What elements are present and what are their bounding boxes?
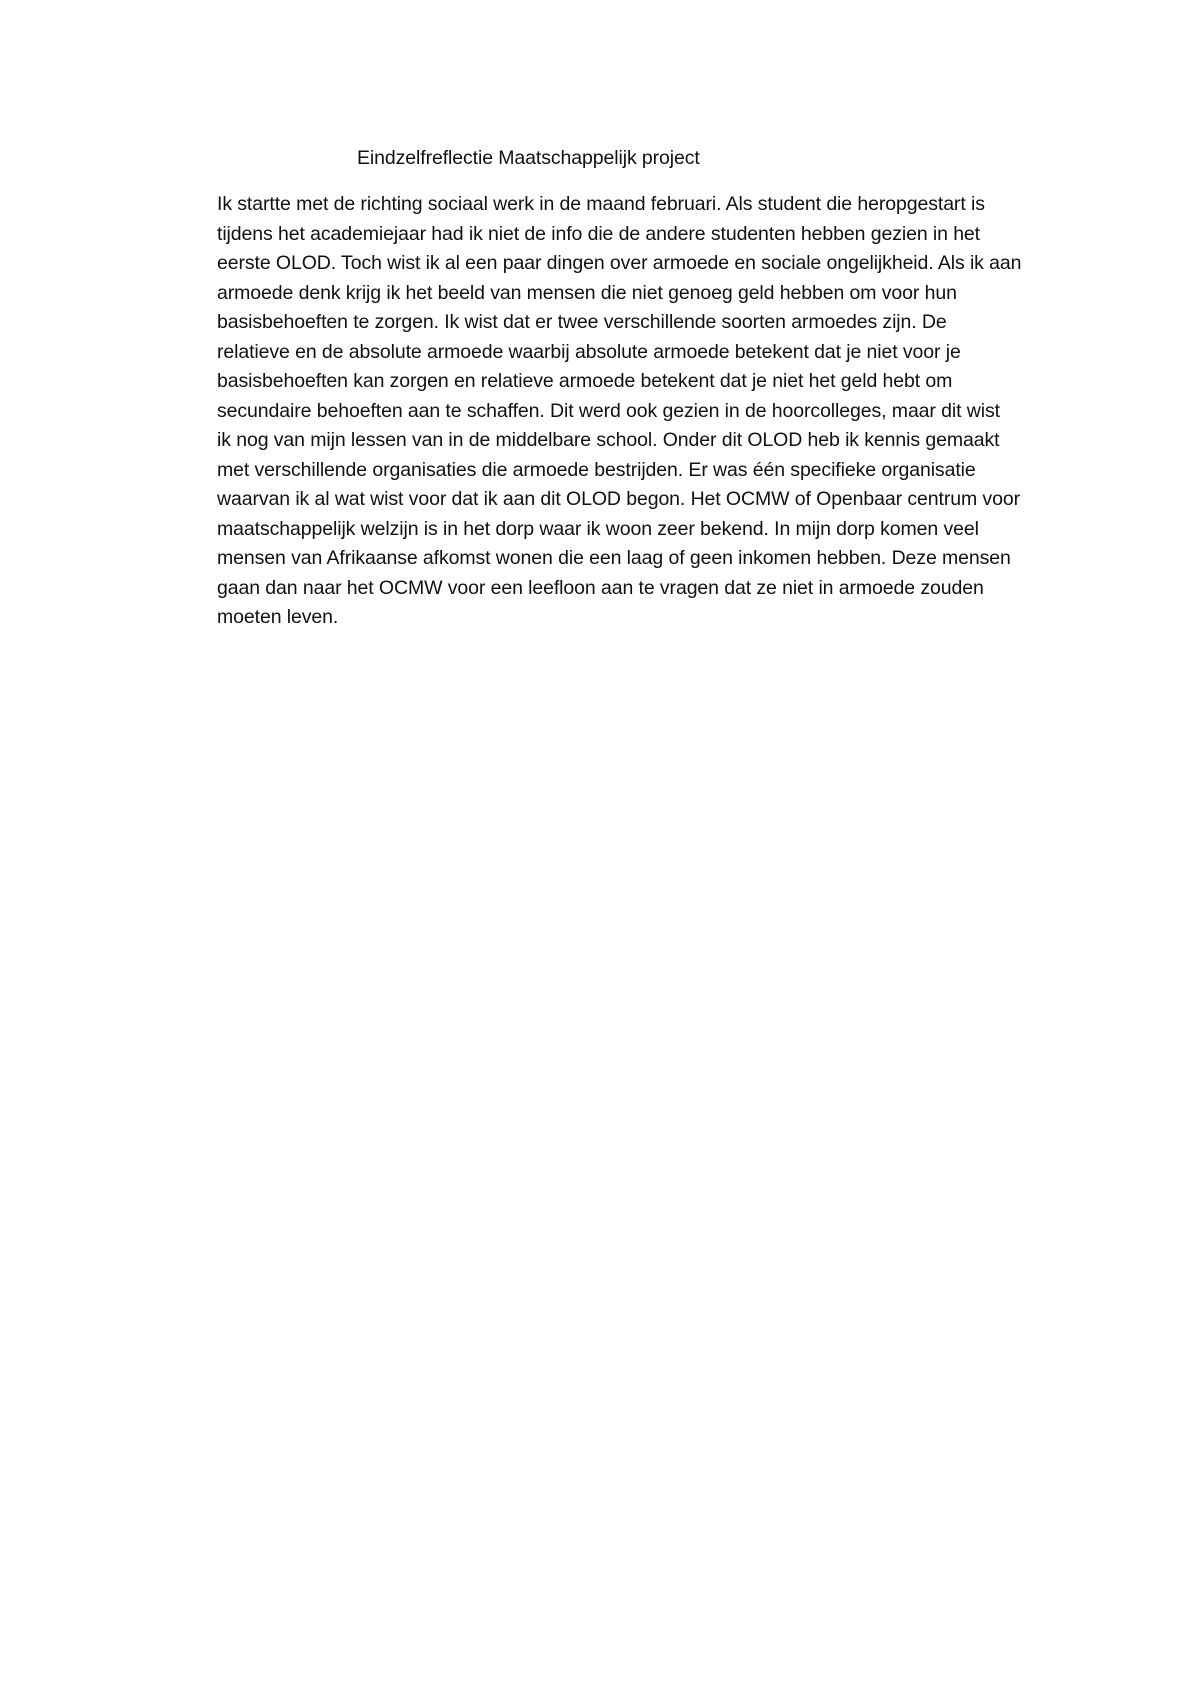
body-line: armoede denk krijg ik het beeld van mensen die niet genoeg geld hebben om voor hun — [217, 281, 957, 304]
body-line: eerste OLOD. Toch wist ik al een paar dingen over armoede en sociale ongelijkheid. Als ik aan — [217, 252, 1022, 274]
document-title: Eindzelfreflectie Maatschappelijk project — [357, 147, 700, 169]
body-line: maatschappelijk welzijn is in het dorp waar ik woon zeer bekend. In mijn dorp komen veel — [217, 517, 979, 540]
body-line: secundaire behoeften aan te schaffen. Dit werd ook gezien in de hoorcolleges, maar dit wist — [217, 399, 1000, 422]
body-line: tijdens het academiejaar had ik niet de info die de andere studenten hebben gezien in het — [217, 222, 980, 245]
body-line: moeten leven. — [217, 606, 339, 628]
body-line: mensen van Afrikaanse afkomst wonen die een laag of geen inkomen hebben. Deze mensen — [217, 547, 1011, 569]
body-line: basisbehoeften kan zorgen en relatieve armoede betekent dat je niet het geld hebt om — [217, 370, 953, 392]
body-line: met verschillende organisaties die armoede bestrijden. Er was één specifieke organisatie — [217, 458, 976, 481]
body-line: waarvan ik al wat wist voor dat ik aan dit OLOD begon. Het OCMW of Openbaar centrum voor — [217, 488, 1020, 510]
document-body — [217, 190, 1077, 633]
body-line: Ik startte met de richting sociaal werk in de maand februari. Als student die heropgestart is — [217, 193, 985, 215]
body-line: gaan dan naar het OCMW voor een leefloon aan te vragen dat ze niet in armoede zouden — [217, 576, 984, 599]
body-line: basisbehoeften te zorgen. Ik wist dat er twee verschillende soorten armoedes zijn. De — [217, 311, 947, 333]
body-line: relatieve en de absolute armoede waarbij absolute armoede betekent dat je niet voor je — [217, 340, 961, 363]
body-line: ik nog van mijn lessen van in de middelbare school. Onder dit OLOD heb ik kennis gemaakt — [217, 429, 1000, 451]
